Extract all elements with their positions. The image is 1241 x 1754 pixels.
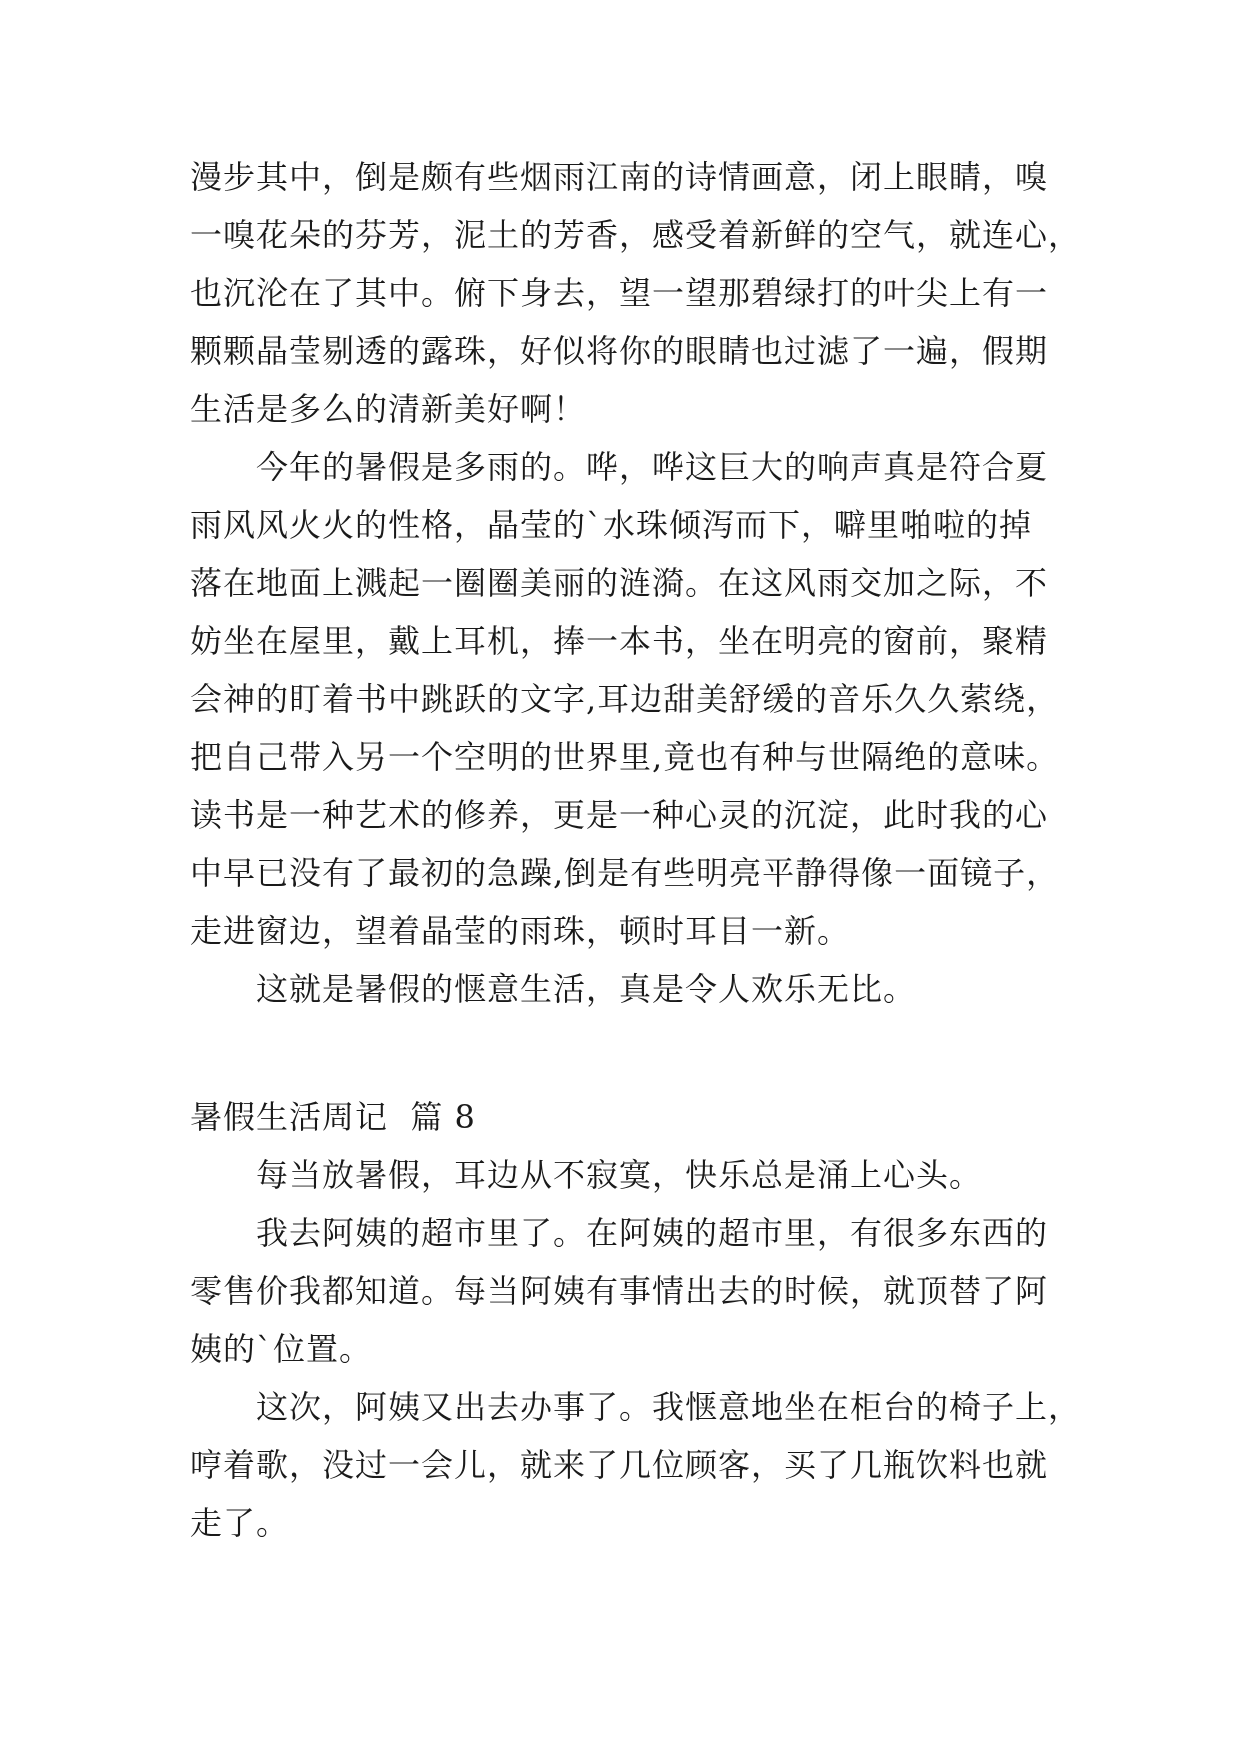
text-line: 姨的`位置。 (190, 1330, 373, 1368)
paragraph-start-line: 这次，阿姨又出去办事了。我惬意地坐在柜台的椅子上， (256, 1388, 1082, 1426)
text-line: 一嗅花朵的芬芳，泥土的芳香，感受着新鲜的空气，就连心， (190, 216, 1082, 254)
paragraph-start-line: 这就是暑假的惬意生活，真是令人欢乐无比。 (256, 970, 917, 1008)
text-line: 读书是一种艺术的修养，更是一种心灵的沉淀，此时我的心 (190, 796, 1049, 834)
paragraph-start-line: 我去阿姨的超市里了。在阿姨的超市里，有很多东西的 (256, 1214, 1049, 1252)
text-line: 雨风风火火的性格，晶莹的`水珠倾泻而下，噼里啪啦的掉 (190, 506, 1033, 544)
text-block-2 (190, 1146, 1082, 1552)
text-line: 生活是多么的清新美好啊！ (190, 390, 587, 428)
text-line: 零售价我都知道。每当阿姨有事情出去的时候，就顶替了阿 (190, 1272, 1049, 1310)
text-line: 把自己带入另一个空明的世界里,竟也有种与世隔绝的意味。 (190, 738, 1060, 776)
text-line: 颗颗晶莹剔透的露珠，好似将你的眼睛也过滤了一遍，假期 (190, 332, 1049, 370)
text-line: 也沉沦在了其中。俯下身去，望一望那碧绿打的叶尖上有一 (190, 274, 1049, 312)
text-line: 妨坐在屋里，戴上耳机，捧一本书，坐在明亮的窗前，聚精 (190, 622, 1049, 660)
paragraph-start-line: 每当放暑假，耳边从不寂寞，快乐总是涌上心头。 (256, 1156, 983, 1194)
text-line: 走进窗边，望着晶莹的雨珠，顿时耳目一新。 (190, 912, 851, 950)
text-line: 走了。 (190, 1504, 290, 1542)
text-line: 漫步其中，倒是颇有些烟雨江南的诗情画意，闭上眼睛，嗅 (190, 158, 1049, 196)
paragraph-start-line: 今年的暑假是多雨的。哗，哗这巨大的响声真是符合夏 (256, 448, 1049, 486)
section-heading: 暑假生活周记 篇 8 (190, 1098, 476, 1136)
text-line: 会神的盯着书中跳跃的文字,耳边甜美舒缓的音乐久久萦绕， (190, 680, 1060, 718)
text-line: 哼着歌，没过一会儿，就来了几位顾客，买了几瓶饮料也就 (190, 1446, 1049, 1484)
text-line: 落在地面上溅起一圈圈美丽的涟漪。在这风雨交加之际，不 (190, 564, 1049, 602)
text-line: 中早已没有了最初的急躁,倒是有些明亮平静得像一面镜子， (190, 854, 1060, 892)
text-block-1 (190, 148, 1082, 1018)
